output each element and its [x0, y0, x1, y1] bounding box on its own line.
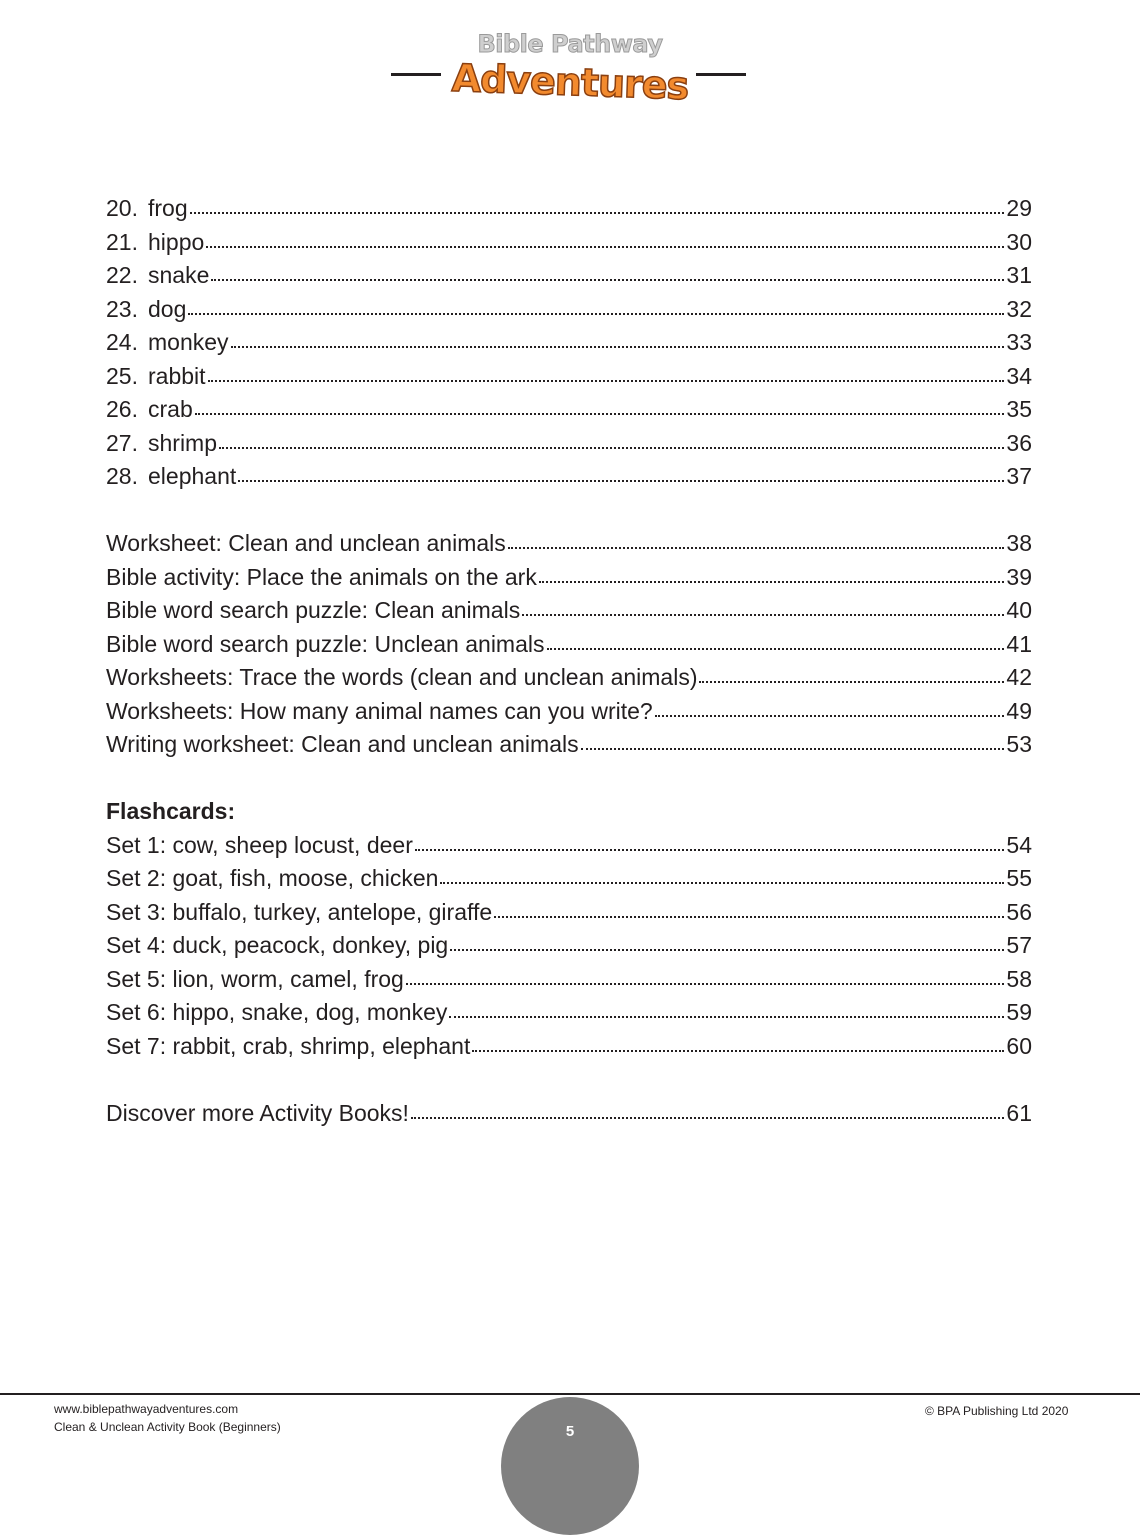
dot-leader	[219, 447, 1004, 449]
toc-entry-flashcard-set[interactable]	[106, 829, 1032, 863]
entry-label: Worksheet: Clean and unclean animals	[106, 530, 506, 556]
toc-entry-discover[interactable]	[106, 1097, 1032, 1131]
dot-leader	[450, 949, 1004, 951]
logo-line2: Adventures	[451, 55, 689, 109]
entry-label: Bible word search puzzle: Unclean animals	[106, 630, 545, 657]
entry-number: 28.	[106, 463, 138, 489]
entry-number: 25.	[106, 362, 138, 389]
dot-leader	[440, 882, 1004, 884]
toc-entry-animal[interactable]	[106, 326, 1032, 360]
dot-leader	[415, 849, 1005, 851]
entry-page: 41	[1006, 630, 1032, 657]
entry-page: 58	[1006, 965, 1032, 992]
entry-label: snake	[148, 262, 210, 288]
page-number-tab	[501, 1397, 639, 1535]
entry-page: 39	[1006, 563, 1032, 590]
dot-leader	[190, 212, 1005, 214]
entry-number: 24.	[106, 329, 138, 355]
entry-page: 36	[1006, 429, 1032, 456]
entry-page: 54	[1006, 831, 1032, 858]
entry-label: Set 7: rabbit, crab, shrimp, elephant	[106, 1032, 471, 1059]
entry-label: Set 6: hippo, snake, dog, monkey	[106, 999, 448, 1025]
entry-number: 26.	[106, 396, 138, 422]
dot-leader	[494, 916, 1004, 918]
entry-label: Worksheets: How many animal names can you write?	[106, 697, 653, 724]
entry-page: 61	[1006, 1099, 1032, 1126]
entry-page: 33	[1006, 329, 1032, 355]
entry-label: monkey	[148, 329, 229, 355]
section-gap	[106, 1063, 1032, 1097]
entry-label: Writing worksheet: Clean and unclean animals	[106, 731, 579, 757]
toc-entry-animal[interactable]	[106, 226, 1032, 260]
entry-label: elephant	[148, 463, 237, 489]
flashcards-heading: Flashcards:	[106, 798, 236, 824]
entry-page: 42	[1006, 664, 1032, 690]
toc-entry-animal[interactable]	[106, 360, 1032, 394]
page-number: 5	[565, 1423, 575, 1440]
dot-leader	[188, 313, 1004, 315]
entry-label: Bible word search puzzle: Clean animals	[106, 597, 521, 623]
toc-entry-worksheet[interactable]	[106, 561, 1032, 595]
toc-entry-animal[interactable]	[106, 393, 1032, 427]
dot-leader	[231, 346, 1005, 348]
footer-rule	[0, 1393, 1140, 1395]
toc-entry-worksheet[interactable]	[106, 695, 1032, 729]
entry-label: Discover more Activity Books!	[106, 1099, 409, 1126]
entry-page: 40	[1006, 597, 1032, 623]
entry-page: 60	[1006, 1032, 1032, 1059]
entry-label: Set 4: duck, peacock, donkey, pig	[106, 932, 449, 958]
toc-entry-flashcard-set[interactable]	[106, 996, 1032, 1030]
entry-page: 30	[1006, 228, 1032, 255]
dot-leader	[508, 547, 1005, 549]
entry-page: 49	[1006, 697, 1032, 724]
footer-copyright: © BPA Publishing Ltd 2020	[925, 1404, 1069, 1418]
entry-page: 53	[1006, 731, 1032, 757]
dot-leader	[522, 614, 1004, 616]
entry-page: 29	[1006, 195, 1032, 221]
logo	[0, 30, 1140, 110]
dot-leader	[238, 480, 1004, 482]
dot-leader	[406, 983, 1005, 985]
toc-entry-animal[interactable]	[106, 259, 1032, 293]
dot-leader	[699, 681, 1004, 683]
section-gap	[106, 762, 1032, 796]
dot-leader	[655, 715, 1005, 717]
entry-page: 37	[1006, 463, 1032, 489]
section-gap	[106, 494, 1032, 528]
entry-number: 27.	[106, 429, 138, 456]
dot-leader	[411, 1117, 1004, 1119]
toc-entry-flashcard-set[interactable]	[106, 896, 1032, 930]
entry-number: 23.	[106, 295, 138, 322]
toc-entry-worksheet[interactable]	[106, 527, 1032, 561]
toc-entry-animal[interactable]	[106, 427, 1032, 461]
toc-entry-worksheet[interactable]	[106, 661, 1032, 695]
dot-leader	[206, 246, 1004, 248]
toc-entry-worksheet[interactable]	[106, 728, 1032, 762]
entry-page: 56	[1006, 898, 1032, 925]
entry-label: Set 5: lion, worm, camel, frog	[106, 965, 404, 992]
entry-label: Bible activity: Place the animals on the ark	[106, 563, 537, 590]
entry-page: 55	[1006, 865, 1032, 891]
entry-page: 34	[1006, 362, 1032, 389]
dot-leader	[195, 413, 1005, 415]
entry-page: 59	[1006, 999, 1032, 1025]
toc-entry-animal[interactable]	[106, 192, 1032, 226]
entry-label: Set 1: cow, sheep locust, deer	[106, 831, 413, 858]
toc-entry-flashcard-set[interactable]	[106, 1030, 1032, 1064]
entry-label: Worksheets: Trace the words (clean and unclean animals)	[106, 664, 698, 690]
entry-label: crab	[148, 396, 193, 422]
entry-label: shrimp	[148, 429, 218, 456]
entry-page: 38	[1006, 530, 1032, 556]
dot-leader	[472, 1050, 1004, 1052]
entry-number: 20.	[106, 195, 138, 221]
dot-leader	[449, 1016, 1004, 1018]
entry-page: 32	[1006, 295, 1032, 322]
logo-line1: Bible Pathway	[477, 30, 663, 58]
entry-page: 35	[1006, 396, 1032, 422]
entry-label: hippo	[148, 228, 205, 255]
footer-book-title: Clean & Unclean Activity Book (Beginners)	[54, 1420, 281, 1434]
toc-entry-flashcard-set[interactable]	[106, 963, 1032, 997]
dot-leader	[211, 279, 1004, 281]
entry-page: 57	[1006, 932, 1032, 958]
entry-label: rabbit	[148, 362, 206, 389]
toc-entry-worksheet[interactable]	[106, 628, 1032, 662]
dot-leader	[539, 581, 1005, 583]
footer-website[interactable]: www.biblepathwayadventures.com	[54, 1402, 239, 1416]
table-of-contents	[106, 192, 1032, 1130]
entry-label: Set 2: goat, fish, moose, chicken	[106, 865, 439, 891]
toc-entry-animal[interactable]	[106, 293, 1032, 327]
entry-label: dog	[148, 295, 187, 322]
entry-number: 21.	[106, 228, 138, 255]
toc-entry-flashcard-set[interactable]	[106, 862, 1032, 896]
entry-page: 31	[1006, 262, 1032, 288]
toc-entry-flashcard-set[interactable]	[106, 929, 1032, 963]
dot-leader	[208, 380, 1005, 382]
dot-leader	[581, 748, 1005, 750]
entry-label: Set 3: buffalo, turkey, antelope, giraffe	[106, 898, 493, 925]
toc-entry-worksheet[interactable]	[106, 594, 1032, 628]
toc-entry-animal[interactable]	[106, 460, 1032, 494]
dot-leader	[547, 648, 1005, 650]
entry-label: frog	[148, 195, 188, 221]
entry-number: 22.	[106, 262, 138, 288]
